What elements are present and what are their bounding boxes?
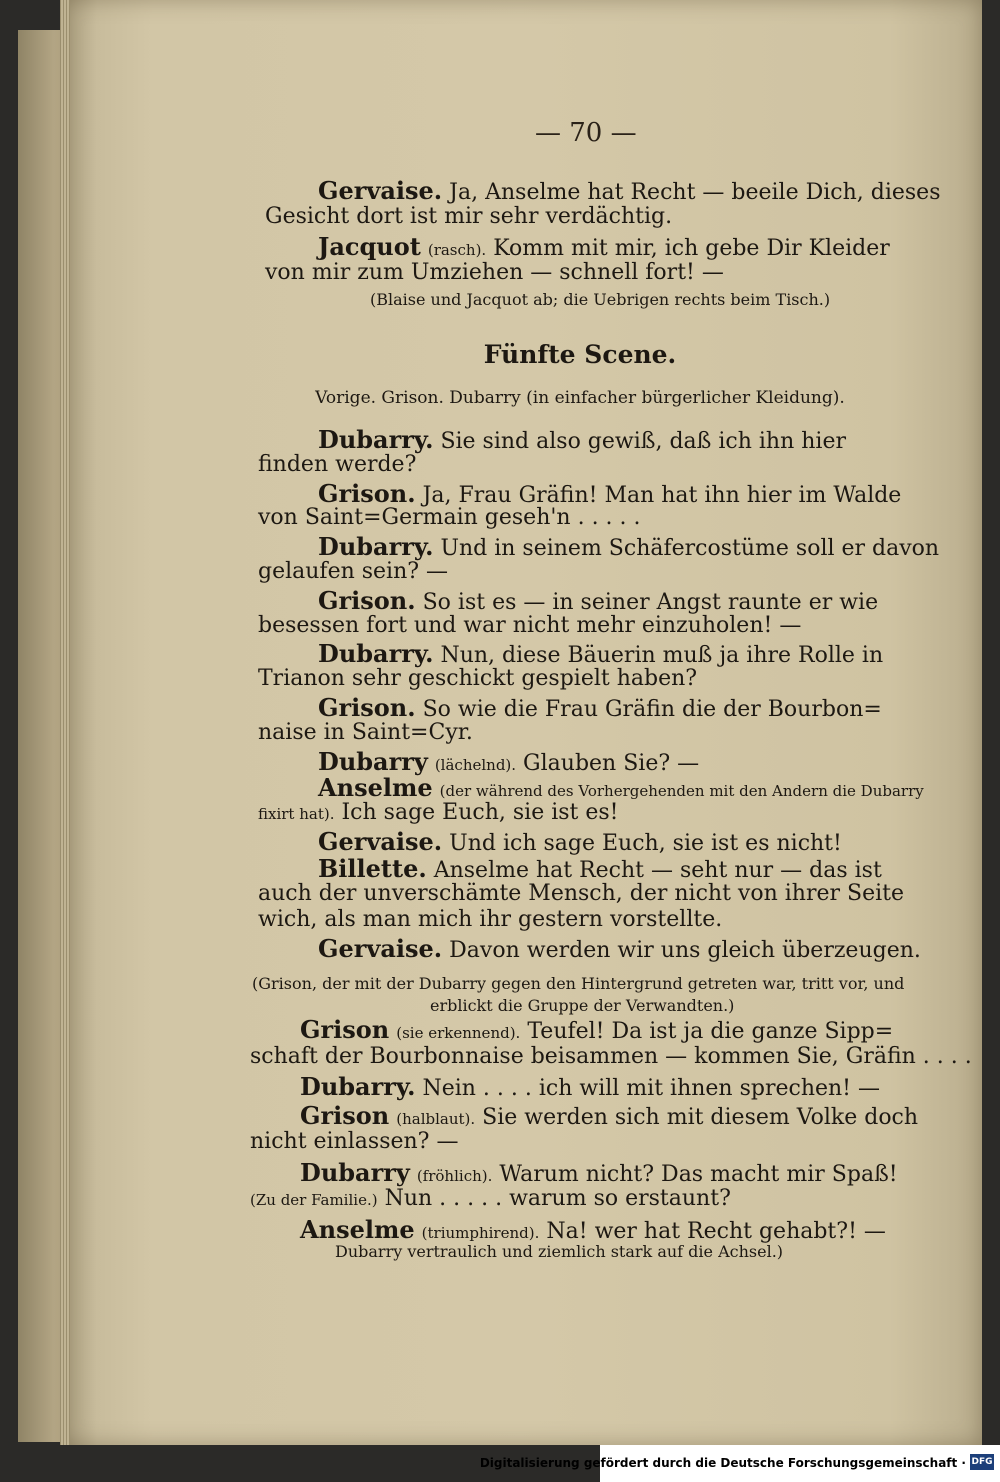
dialogue-line <box>318 747 699 776</box>
line-text: Gesicht dort ist mir sehr verdächtig. <box>265 204 673 229</box>
line-text: von Saint=Germain geseh'n . . . . . <box>258 505 641 531</box>
dialogue-line <box>258 881 904 906</box>
line-text: Nun . . . . . warum so erstaunt? <box>384 1186 731 1211</box>
stage-direction-inline: fixirt hat). <box>258 805 335 824</box>
stage-direction-inline: (halblaut). <box>396 1109 476 1128</box>
speaker-name: Grison <box>300 1100 390 1130</box>
line-text: Trianon sehr geschickt gespielt haben? <box>258 666 698 692</box>
stage-direction-inline: (der während des Vorhergehenden mit den Andern die Dubarry <box>439 782 924 801</box>
stage-direction: (Grison, der mit der Dubarry gegen den Hintergrund getreten war, tritt vor, und <box>252 974 905 993</box>
line-text: wich, als man mich ihr gestern vorstellte. <box>258 907 723 933</box>
dialogue-line <box>318 934 921 963</box>
speaker-name: Gervaise. <box>318 176 443 205</box>
speaker-name: Billette. <box>318 853 427 883</box>
dialogue-line <box>318 425 846 454</box>
stage-direction-inline: (Zu der Familie.) <box>250 1191 378 1209</box>
dialogue-line <box>258 452 416 477</box>
line-text: Sie werden sich mit diesem Volke doch <box>482 1104 919 1130</box>
dialogue-line <box>318 586 878 615</box>
line-text: So wie die Frau Gräfin die der Bourbon= <box>422 697 882 722</box>
line-text: Na! wer hat Recht gehabt?! — <box>546 1218 886 1244</box>
dialogue-line <box>318 479 901 508</box>
dialogue-line <box>258 559 448 584</box>
line-text: Davon werden wir uns gleich überzeugen. <box>449 938 921 964</box>
stage-direction-inline: (rasch). <box>427 241 487 259</box>
speaker-name: Gervaise. <box>318 934 443 964</box>
speaker-name: Dubarry. <box>318 532 434 562</box>
line-text: Glauben Sie? — <box>523 750 700 776</box>
speaker-name: Grison <box>300 1015 390 1044</box>
stage-direction-inline: (lächelnd). <box>434 755 517 774</box>
dialogue-line <box>318 232 890 261</box>
stage-direction-inline: (fröhlich). <box>416 1166 493 1185</box>
funding-credit: Digitalisierung gefördert durch die Deutsche Forschungsgemeinschaft · <box>479 1456 966 1470</box>
dialogue-line <box>258 800 619 825</box>
dialogue-line <box>258 505 641 530</box>
line-text: Und in seinem Schäfercostüme soll er davon <box>440 536 940 562</box>
line-text: naise in Saint=Cyr. <box>258 719 473 745</box>
dialogue-line <box>318 693 882 722</box>
dialogue-line <box>258 907 722 932</box>
line-text: schaft der Bourbonnaise beisammen — kommen Sie, Gräfin . . . . <box>250 1043 972 1069</box>
speaker-name: Anselme <box>300 1214 415 1244</box>
speaker-name: Jacquot <box>318 232 421 261</box>
speaker-name: Grison. <box>318 585 416 615</box>
speaker-name: Dubarry. <box>318 639 434 669</box>
line-text: Anselme hat Recht — seht nur — das ist <box>433 857 882 883</box>
dialogue-line <box>318 827 842 856</box>
dialogue-line <box>318 773 924 802</box>
speaker-name: Dubarry. <box>300 1072 416 1101</box>
speaker-name: Dubarry. <box>318 425 434 454</box>
line-text: Ich sage Euch, sie ist es! <box>341 800 619 826</box>
line-text: Sie sind also gewiß, daß ich ihn hier <box>440 429 846 454</box>
speaker-name: Anselme <box>318 773 433 803</box>
line-text: Teufel! Da ist ja die ganze Sipp= <box>527 1019 894 1044</box>
dialogue-line <box>258 666 697 691</box>
dialogue-line <box>265 204 672 229</box>
scene-title: Fünfte Scene. <box>483 340 677 369</box>
dialogue-line <box>300 1015 893 1044</box>
stage-direction: Dubarry vertraulich und ziemlich stark auf die Achsel.) <box>335 1242 784 1261</box>
line-text: So ist es — in seiner Angst raunte er wie <box>422 589 879 615</box>
page-number: — 70 — <box>535 118 637 148</box>
line-text: Und ich sage Euch, sie ist es nicht! <box>449 831 842 856</box>
line-text: nicht einlassen? — <box>250 1129 459 1154</box>
speaker-name: Dubarry <box>318 746 428 776</box>
line-text: finden werde? <box>258 451 417 477</box>
scene-persons: Vorige. Grison. Dubarry (in einfacher bürgerlicher Kleidung). <box>315 388 845 408</box>
page-edge-stack <box>60 0 70 1445</box>
line-text: besessen fort und war nicht mehr einzuholen! — <box>258 612 802 638</box>
stage-direction: erblickt die Gruppe der Verwandten.) <box>430 996 735 1015</box>
dialogue-line <box>318 854 882 883</box>
line-text: auch der unverschämte Mensch, der nicht von ihrer Seite <box>258 880 904 906</box>
line-text: Nein . . . . ich will mit ihnen sprechen! — <box>422 1076 881 1101</box>
speaker-name: Grison. <box>318 478 416 508</box>
line-text: Ja, Anselme hat Recht — beeile Dich, dieses <box>449 180 941 205</box>
line-text: Warum nicht? Das macht mir Spaß! <box>499 1161 898 1187</box>
dfg-logo: DFG <box>970 1454 994 1470</box>
speaker-name: Grison. <box>318 693 416 722</box>
line-text: Komm mit mir, ich gebe Dir Kleider <box>493 236 890 261</box>
speaker-name: Gervaise. <box>318 827 443 856</box>
dialogue-line <box>258 720 473 745</box>
line-text: gelaufen sein? — <box>258 559 449 584</box>
dialogue-line <box>318 639 883 668</box>
dialogue-line <box>258 613 801 638</box>
speaker-name: Dubarry <box>300 1157 410 1187</box>
stage-direction-inline: (triumphirend). <box>421 1223 540 1242</box>
dialogue-line <box>300 1215 886 1244</box>
stage-direction-inline: (sie erkennend). <box>396 1024 521 1042</box>
dialogue-line <box>250 1129 458 1154</box>
dialogue-line <box>300 1101 918 1130</box>
line-text: von mir zum Umziehen — schnell fort! — <box>265 260 724 285</box>
dialogue-line <box>300 1072 880 1101</box>
line-text: Ja, Frau Gräfin! Man hat ihn hier im Walde <box>422 482 902 508</box>
dialogue-line <box>318 176 941 205</box>
line-text: Nun, diese Bäuerin muß ja ihre Rolle in <box>440 643 884 669</box>
dialogue-line <box>300 1158 898 1187</box>
stage-direction: (Blaise und Jacquot ab; die Uebrigen rechts beim Tisch.) <box>370 290 831 309</box>
dialogue-line <box>265 260 724 285</box>
dialogue-line <box>318 532 939 561</box>
dialogue-line <box>250 1044 972 1069</box>
dialogue-line <box>250 1186 731 1211</box>
